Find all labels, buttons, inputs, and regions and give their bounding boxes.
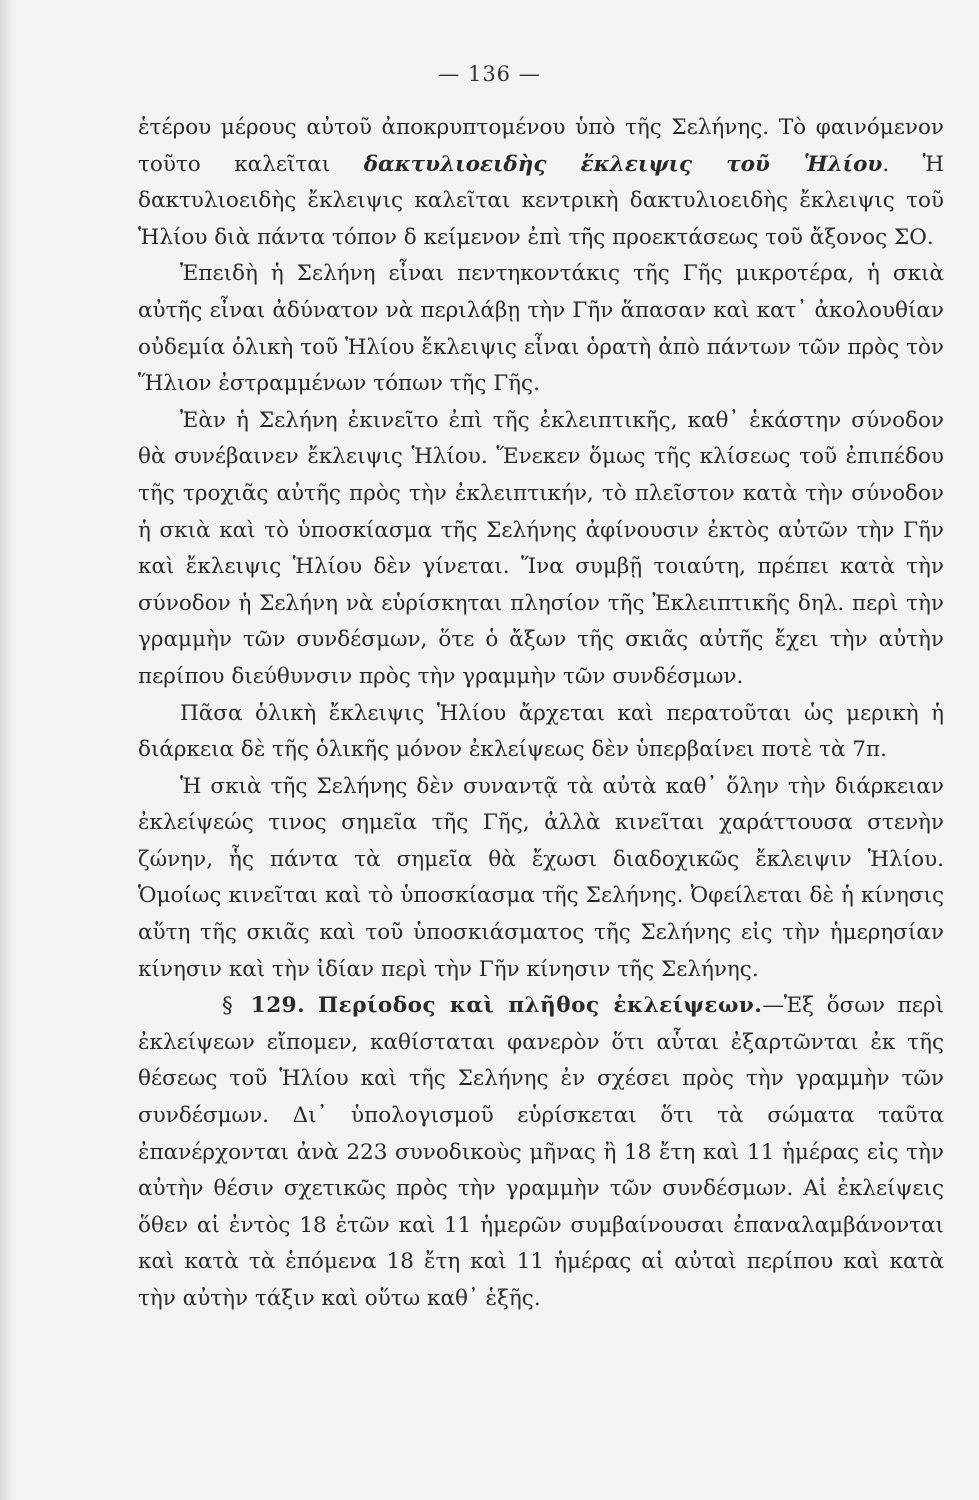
paragraph-1-start: ἑτέρου μέρους αὐτοῦ ἀποκρυπτομένου ὑπὸ τῆς Σελήνης. Τὸ φαινόμενον τοῦτο καλεῖται (138, 115, 944, 177)
paragraph-3: Ἐὰν ἡ Σελήνη ἐκινεῖτο ἐπὶ τῆς ἐκλειπτικῆς, καθ᾽ ἑκάστην σύνοδον θὰ συνέβαινεν ἔκλειψις Ἡλίου. Ἕνεκεν ὅμως τῆς κλίσεως τοῦ ἐπιπέδου τῆς τροχιᾶς αὐτῆς πρὸς τὴν ἐκλειπτικήν, τὸ πλεῖστον κατὰ τὴν σύνοδον ἡ σκιὰ καὶ τὸ ὑποσκίασμα τῆς Σελήνης ἀφίνουσιν ἐκτὸς αὐτῶν τὴν Γῆν καὶ ἔκλειψις Ἡλίου δὲν γίνεται. Ἵνα συμβῇ τοιαύτη, πρέπει κατὰ τὴν σύνοδον ἡ Σελήνη νὰ εὑρίσκηται πλησίον τῆς Ἐκλειπτικῆς δηλ. περὶ τὴν γραμμὴν τῶν συνδέσμων, ὅτε ὁ ἄξων τῆς σκιᾶς αὐτῆς ἔχει τὴν αὐτὴν περίπου διεύθυνσιν πρὸς τὴν γραμμὴν τῶν συνδέσμων. (138, 407, 944, 689)
paragraph-2: Ἐπειδὴ ἡ Σελήνη εἶναι πεντηκοντάκις τῆς Γῆς μικροτέρα, ἡ σκιὰ αὐτῆς εἶναι ἀδύνατον νὰ περιλάβῃ τὴν Γῆν ἅπασαν καὶ κατ᾽ ἀκολουθίαν οὐδεμία ὁλικὴ τοῦ Ἡλίου ἔκλειψις εἶναι ὁρατὴ ἀπὸ πάντων τῶν πρὸς τὸν Ἥλιον ἐστραμμένων τόπων τῆς Γῆς. (138, 261, 944, 397)
section-symbol: § (222, 993, 233, 1019)
section-body: —Ἐξ ὅσων περὶ ἐκλείψεων εἴπομεν, καθίσταται φανερὸν ὅτι αὗται ἐξαρτῶνται ἐκ τῆς θέσεως τοῦ Ἡλίου καὶ τῆς Σελήνης ἐν σχέσει πρὸς τὴν γραμμὴν τῶν συνδέσμων. Δι᾽ ὑπολογισμοῦ εὑρίσκεται ὅτι τὰ σώματα ταῦτα ἐπανέρχονται ἀνὰ 223 συνοδικοὺς μῆνας ἢ 18 ἔτη καὶ 11 ἡμέρας εἰς τὴν αὐτὴν θέσιν σχετικῶς πρὸς τὴν γραμμὴν τῶν συνδέσμων. Αἱ ἐκλείψεις ὅθεν αἱ ἐντὸς 18 ἐτῶν καὶ 11 ἡμερῶν συμβαίνουσαι ἐπαναλαμβάνονται καὶ κατὰ τὰ ἑπόμενα 18 ἔτη καὶ 11 ἡμέρας αἱ αὐταὶ περίπου καὶ κατὰ τὴν αὐτὴν τάξιν καὶ οὕτω καθ᾽ ἑξῆς. (138, 993, 944, 1311)
paragraph-5: Ἡ σκιὰ τῆς Σελήνης δὲν συναντᾷ τὰ αὐτὰ καθ᾽ ὅλην τὴν διάρκειαν ἐκλείψεώς τινος σημεῖα τῆς Γῆς, ἀλλὰ κινεῖται χαράττουσα στενὴν ζώνην, ἧς πάντα τὰ σημεῖα θὰ ἔχωσι διαδοχικῶς ἔκλειψιν Ἡλίου. Ὁμοίως κινεῖται καὶ τὸ ὑποσκίασμα τῆς Σελήνης. Ὀφείλεται δὲ ἡ κίνησις αὕτη τῆς σκιᾶς καὶ τοῦ ὑποσκιάσματος τῆς Σελήνης εἰς τὴν ἡμερησίαν κίνησιν καὶ τὴν ἰδίαν περὶ τὴν Γῆν κίνησιν τῆς Σελήνης. (138, 773, 944, 982)
paragraph-1-end: . Ἡ δακτυλιοειδὴς ἔκλειψις καλεῖται κεντρικὴ δακτυλιοειδὴς ἔκλειψις τοῦ Ἡλίου διὰ πάντα τόπον δ κείμενον ἐπὶ τῆς προεκτάσεως τοῦ ἄξονος ΣΟ. (138, 151, 944, 250)
paragraph-4: Πᾶσα ὁλικὴ ἔκλειψις Ἡλίου ἄρχεται καὶ περατοῦται ὡς μερικὴ ἡ διάρκεια δὲ τῆς ὁλικῆς μόνον ἐκλείψεως δὲν ὑπερβαίνει ποτὲ τὰ 7π. (138, 700, 944, 763)
section-number: 129. (250, 993, 306, 1019)
page-number: — 136 — (438, 62, 541, 86)
term-annular-eclipse: δακτυλιοειδὴς ἔκλειψις τοῦ Ἡλίου (363, 151, 883, 177)
section-129 (138, 988, 944, 1317)
page-edge-shadow (0, 0, 14, 1500)
paragraph-1 (138, 110, 944, 256)
section-title: Περίοδος καὶ πλῆθος ἐκλείψεων. (317, 993, 763, 1019)
body-text (138, 110, 944, 1318)
